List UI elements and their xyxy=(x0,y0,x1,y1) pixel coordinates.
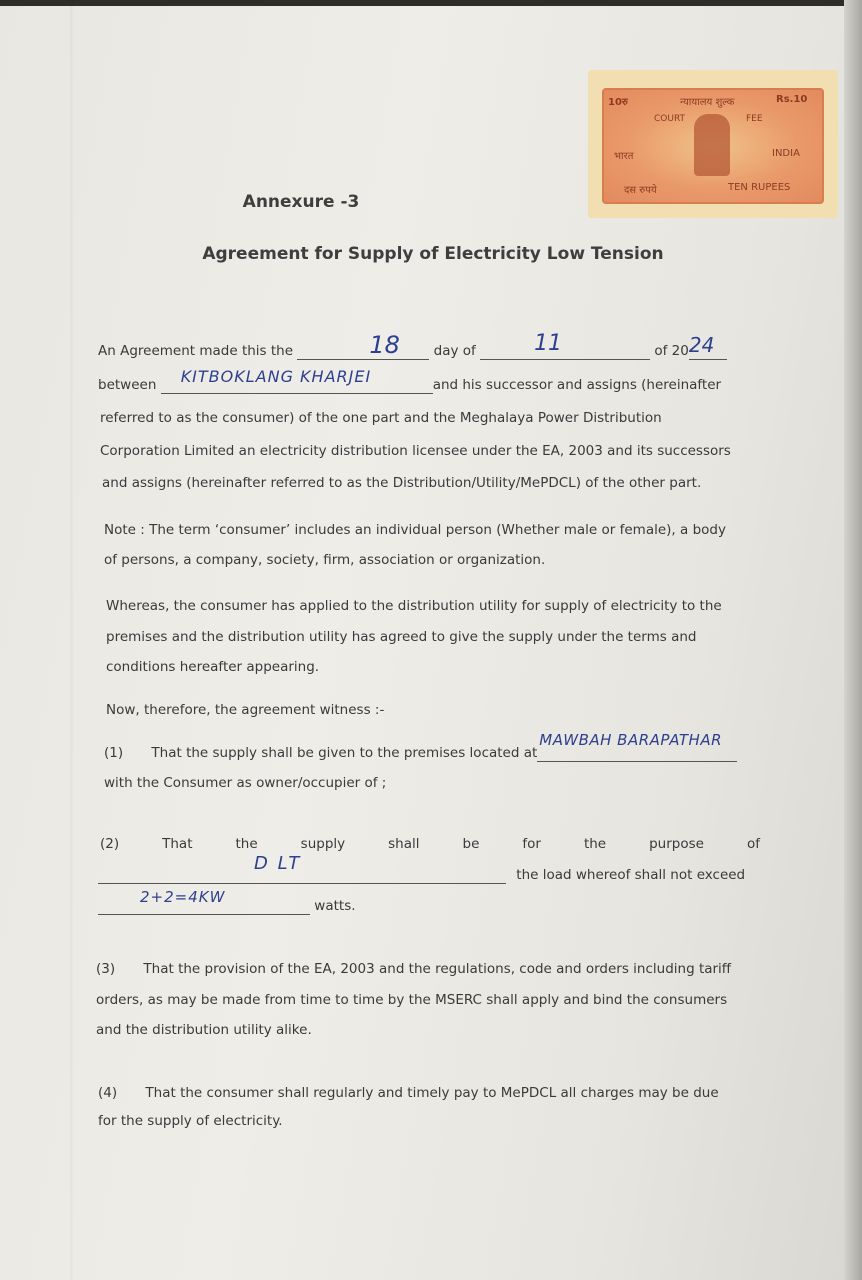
handwritten-location: MAWBAH BARAPATHAR xyxy=(539,731,722,749)
agreement-line-4: Corporation Limited an electricity distribution licensee under the EA, 2003 and its successors xyxy=(100,443,731,459)
top-edge xyxy=(0,0,862,6)
clause-2-word: That xyxy=(162,836,193,852)
between-label: between xyxy=(98,377,157,393)
handwritten-month: 11 xyxy=(534,331,563,356)
stamp-face xyxy=(602,88,824,204)
stamp-fee: FEE xyxy=(746,114,763,124)
clause-3-line-3: and the distribution utility alike. xyxy=(96,1022,312,1038)
stamp-right-value: Rs.10 xyxy=(776,94,808,105)
clause-4-number: (4) xyxy=(98,1085,118,1101)
agreement-date-line xyxy=(98,331,727,360)
whereas-line-2: premises and the distribution utility has agreed to give the supply under the terms and xyxy=(106,629,697,645)
clause-3-line-2: orders, as may be made from time to time by the MSERC shall apply and bind the consumers xyxy=(96,992,728,1008)
stamp-das-rupaye: दस रुपये xyxy=(624,185,657,196)
year-blank xyxy=(688,333,727,360)
lion-capital-emblem-icon xyxy=(694,114,730,176)
page-edge xyxy=(844,0,862,1280)
handwritten-consumer-name: KITBOKLANG KHARJEI xyxy=(180,367,372,386)
consumer-name-blank xyxy=(161,367,433,394)
clause-1-line xyxy=(104,731,737,762)
premises-blank xyxy=(537,731,737,762)
agreement-line-5: and assigns (hereinafter referred to as the Distribution/Utility/MePDCL) of the other part. xyxy=(102,475,702,491)
clause-2-purpose-line xyxy=(98,853,746,884)
witness-line: Now, therefore, the agreement witness :- xyxy=(106,702,385,718)
handwritten-day: 18 xyxy=(369,331,400,359)
note-line-2: of persons, a company, society, firm, association or organization. xyxy=(104,552,546,568)
between-line xyxy=(98,367,722,394)
clause-2-word: of xyxy=(746,836,760,852)
agreement-line-3: referred to as the consumer) of the one part and the Meghalaya Power Distribution xyxy=(100,410,662,426)
clause-2-word: the xyxy=(583,836,607,852)
clause-3-number: (3) xyxy=(96,961,116,977)
purpose-blank xyxy=(98,853,506,884)
stamp-ten-rupees: TEN RUPEES xyxy=(728,182,791,193)
handwritten-year: 24 xyxy=(688,333,715,357)
clause-2-watts-line xyxy=(98,888,356,915)
clause-4-line-1 xyxy=(98,1085,719,1101)
stamp-court: COURT xyxy=(654,114,686,124)
of-20-label: of 20 xyxy=(654,343,689,359)
handwritten-load: 2+2=4KW xyxy=(140,888,226,906)
clause-2-word: be xyxy=(462,836,480,852)
load-blank xyxy=(98,888,310,915)
clause-1-text: That the supply shall be given to the premises located at xyxy=(151,745,538,761)
month-blank xyxy=(480,331,650,360)
clause-2-word: for xyxy=(522,836,541,852)
clause-2-word: shall xyxy=(388,836,420,852)
clause-2-word: the xyxy=(235,836,258,852)
successor-text: and his successor and assigns (hereinafter xyxy=(432,377,722,393)
stamp-bharat: भारत xyxy=(614,151,634,162)
clause-4-text: That the consumer shall regularly and timely pay to MePDCL all charges may be due xyxy=(145,1085,719,1101)
stamp-left-value: 10रु xyxy=(608,97,628,108)
stamp-india: INDIA xyxy=(772,148,800,159)
clause-1-line-2: with the Consumer as owner/occupier of ; xyxy=(104,775,387,791)
note-line-1: Note : The term ‘consumer’ includes an individual person (Whether male or female), a body xyxy=(104,522,726,538)
clause-3-line-1 xyxy=(96,961,731,977)
clause-3-text: That the provision of the EA, 2003 and the regulations, code and orders including tariff xyxy=(143,961,732,977)
whereas-line-1: Whereas, the consumer has applied to the distribution utility for supply of electricity to the xyxy=(106,598,722,614)
day-blank xyxy=(297,331,429,360)
watts-label: watts. xyxy=(314,898,356,914)
clause-2-word: purpose xyxy=(649,836,704,852)
load-text: the load whereof shall not exceed xyxy=(516,867,746,883)
clause-1-number: (1) xyxy=(104,745,124,761)
handwritten-purpose: D LT xyxy=(254,853,302,874)
day-of-label: day of xyxy=(433,343,476,359)
clause-2-line xyxy=(100,836,760,852)
annexure-heading: Annexure -3 xyxy=(242,192,360,212)
agreement-title: Agreement for Supply of Electricity Low Tension xyxy=(202,244,664,264)
clause-2-number: (2) xyxy=(100,836,120,852)
whereas-line-3: conditions hereafter appearing. xyxy=(106,659,320,675)
clause-2-word: supply xyxy=(300,836,346,852)
clause-4-line-2: for the supply of electricity. xyxy=(98,1113,283,1129)
stamp-top-label: न्यायालय शुल्क xyxy=(680,97,735,108)
made-this-the-label: An Agreement made this the xyxy=(98,343,294,359)
